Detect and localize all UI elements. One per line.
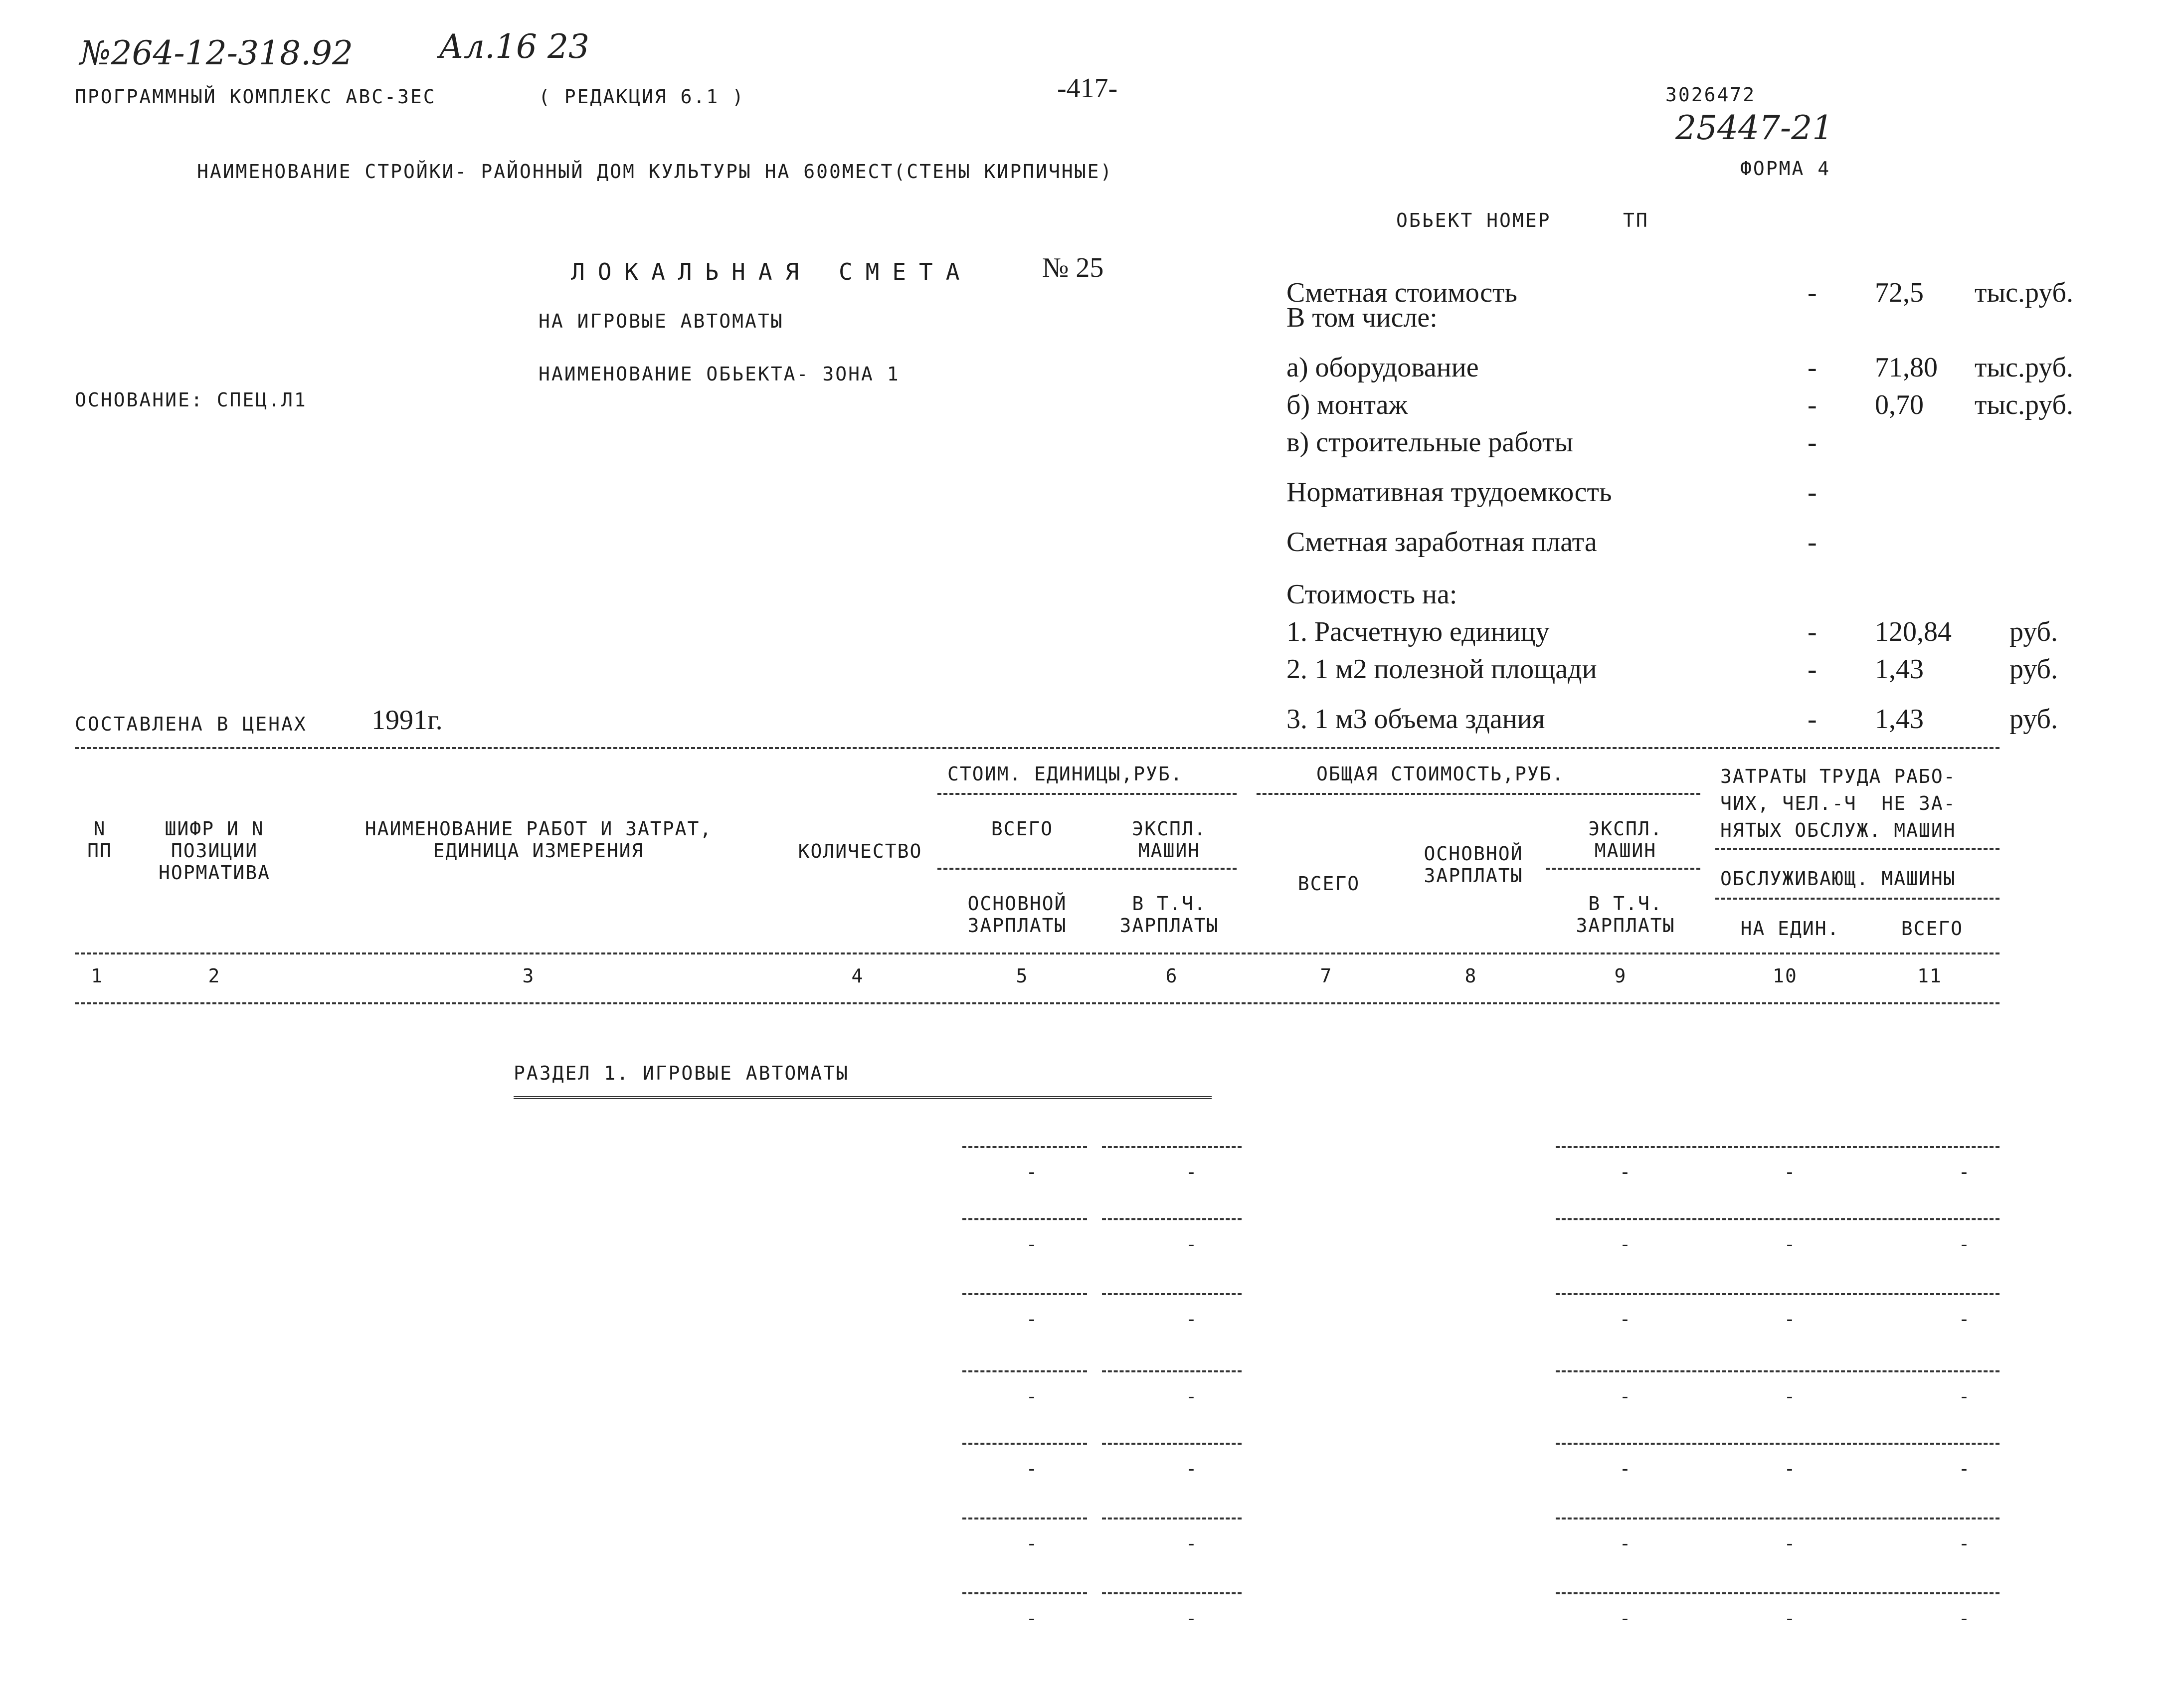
row-labor-all-dash: - <box>1958 1161 1971 1183</box>
row-salary-dash: - <box>1026 1607 1039 1629</box>
row-total-machine-salary-dash: - <box>1619 1607 1632 1629</box>
row-salary-dash: - <box>1026 1532 1039 1554</box>
summary-dash: - <box>1808 704 1817 735</box>
th-unit-salary: ОСНОВНОЙ ЗАРПЛАТЫ <box>967 893 1067 937</box>
row-total-machine-salary-dash: - <box>1619 1161 1632 1183</box>
th-labor-service: ОБСЛУЖИВАЮЩ. МАШИНЫ <box>1720 868 1956 890</box>
th-total-machines: ЭКСПЛ. МАШИН <box>1588 818 1663 862</box>
column-number: 5 <box>1016 965 1029 987</box>
rule-top <box>75 747 1999 749</box>
row-total-machine-salary-dash: - <box>1619 1385 1632 1407</box>
summary-unit: тыс.руб. <box>1975 389 2073 420</box>
column-number: 10 <box>1773 965 1798 987</box>
construction-name: НАИМЕНОВАНИЕ СТРОЙКИ- РАЙОННЫЙ ДОМ КУЛЬТУРЫ НА 600МЕСТ(СТЕНЫ КИРПИЧНЫЕ) <box>197 161 1113 183</box>
handwritten-doc-number: №264-12-318.92 <box>80 34 353 72</box>
row-total-machine-salary-dash: - <box>1619 1532 1632 1554</box>
column-number: 3 <box>522 965 535 987</box>
summary-dash: - <box>1808 427 1817 458</box>
column-number: 7 <box>1320 965 1333 987</box>
row-labor-all-dash: - <box>1958 1607 1971 1629</box>
row-labor-unit-dash: - <box>1784 1532 1797 1554</box>
summary-value: 120,84 <box>1875 616 1952 647</box>
section-title: РАЗДЕЛ 1. ИГРОВЫЕ АВТОМАТЫ <box>514 1062 849 1084</box>
row-price-rule <box>962 1370 1087 1372</box>
th-unit-total: ВСЕГО <box>991 818 1054 840</box>
summary-label: Сметная стоимость <box>1286 277 1517 308</box>
summary-dash: - <box>1808 352 1817 383</box>
object-label: ОБЬЕКТ НОМЕР <box>1396 209 1551 231</box>
summary-label: 1. Расчетную единицу <box>1286 616 1550 647</box>
rule-total-cost-2 <box>1546 868 1700 870</box>
row-labor-unit-dash: - <box>1784 1161 1797 1183</box>
rule-labor <box>1715 848 1999 850</box>
row-labor-rule <box>1556 1518 1999 1519</box>
rule-unit-cost <box>937 793 1237 795</box>
summary-value: 1,43 <box>1875 704 1924 735</box>
rule-numbers-bottom <box>75 1002 1999 1004</box>
object-value: ТП <box>1623 209 1649 231</box>
th-number: N ПП <box>87 818 112 862</box>
row-price-rule <box>962 1146 1087 1148</box>
handwritten-code: Ал.16 23 <box>439 27 589 66</box>
basis: ОСНОВАНИЕ: СПЕЦ.Л1 <box>75 389 307 411</box>
row-labor-unit-dash: - <box>1784 1607 1797 1629</box>
row-labor-unit-dash: - <box>1784 1308 1797 1330</box>
row-labor-unit-dash: - <box>1784 1385 1797 1407</box>
column-number: 4 <box>851 965 864 987</box>
row-salary-dash: - <box>1026 1458 1039 1480</box>
row-salary-dash: - <box>1026 1308 1039 1330</box>
row-machine-salary-dash: - <box>1185 1161 1198 1183</box>
row-price-rule <box>962 1218 1087 1220</box>
row-labor-unit-dash: - <box>1784 1233 1797 1255</box>
th-unit-cost: СТОИМ. ЕДИНИЦЫ,РУБ. <box>947 763 1183 785</box>
summary-value: 72,5 <box>1875 277 1924 308</box>
form-number: ФОРМА 4 <box>1740 158 1831 180</box>
summary-value: 71,80 <box>1875 352 1938 383</box>
row-labor-rule <box>1556 1592 1999 1594</box>
estimate-number: № 25 <box>1042 252 1104 283</box>
th-unit-machine-salary: В Т.Ч. ЗАРПЛАТЫ <box>1119 893 1219 937</box>
row-machine-rule <box>1102 1293 1242 1295</box>
column-number: 2 <box>208 965 221 987</box>
summary-label: 3. 1 м3 объема здания <box>1286 704 1545 735</box>
summary-dash: - <box>1808 389 1817 420</box>
summary-label: в) строительные работы <box>1286 427 1574 458</box>
price-year: 1991г. <box>371 705 443 736</box>
summary-dash: - <box>1808 477 1817 508</box>
row-machine-salary-dash: - <box>1185 1532 1198 1554</box>
column-number: 1 <box>91 965 104 987</box>
row-labor-rule <box>1556 1370 1999 1372</box>
summary-value: 0,70 <box>1875 389 1924 420</box>
price-basis: СОСТАВЛЕНА В ЦЕНАХ <box>75 713 307 735</box>
th-name: НАИМЕНОВАНИЕ РАБОТ И ЗАТРАТ, ЕДИНИЦА ИЗМЕРЕНИЯ <box>364 818 713 862</box>
summary-label: Нормативная трудоемкость <box>1286 477 1612 508</box>
row-labor-rule <box>1556 1218 1999 1220</box>
row-labor-rule <box>1556 1443 1999 1445</box>
row-machine-salary-dash: - <box>1185 1233 1198 1255</box>
row-machine-salary-dash: - <box>1185 1308 1198 1330</box>
row-total-machine-salary-dash: - <box>1619 1458 1632 1480</box>
summary-dash: - <box>1808 527 1817 558</box>
summary-unit: тыс.руб. <box>1975 352 2073 383</box>
th-total-machine-salary: В Т.Ч. ЗАРПЛАТЫ <box>1576 893 1675 937</box>
column-number: 11 <box>1917 965 1942 987</box>
row-total-machine-salary-dash: - <box>1619 1233 1632 1255</box>
rule-unit-cost-2 <box>937 868 1237 870</box>
summary-dash: - <box>1808 654 1817 685</box>
edition: ( РЕДАКЦИЯ 6.1 ) <box>539 86 745 108</box>
summary-value: 1,43 <box>1875 654 1924 685</box>
row-machine-salary-dash: - <box>1185 1458 1198 1480</box>
th-quantity: КОЛИЧЕСТВО <box>798 840 922 862</box>
estimate-heading: ЛОКАЛЬНАЯ СМЕТА <box>571 258 973 285</box>
row-machine-rule <box>1102 1592 1242 1594</box>
row-machine-rule <box>1102 1146 1242 1148</box>
column-number: 9 <box>1614 965 1627 987</box>
summary-label: В том числе: <box>1286 302 1438 333</box>
column-number: 8 <box>1464 965 1477 987</box>
row-salary-dash: - <box>1026 1233 1039 1255</box>
summary-label: б) монтаж <box>1286 389 1408 420</box>
row-labor-all-dash: - <box>1958 1233 1971 1255</box>
rule-header-bottom <box>75 952 1999 954</box>
row-total-machine-salary-dash: - <box>1619 1308 1632 1330</box>
row-machine-rule <box>1102 1370 1242 1372</box>
summary-unit: руб. <box>2009 616 2058 647</box>
row-machine-rule <box>1102 1518 1242 1519</box>
summary-dash: - <box>1808 277 1817 308</box>
row-labor-rule <box>1556 1293 1999 1295</box>
row-price-rule <box>962 1443 1087 1445</box>
program-name: ПРОГРАММНЫЙ КОМПЛЕКС АВС-ЗЕС <box>75 86 436 108</box>
th-code: ШИФР И N ПОЗИЦИИ НОРМАТИВА <box>159 818 270 884</box>
column-number: 6 <box>1165 965 1178 987</box>
summary-label: Стоимость на: <box>1286 579 1457 610</box>
section-underline <box>514 1096 1212 1099</box>
summary-label: Сметная заработная плата <box>1286 527 1597 558</box>
row-machine-rule <box>1102 1218 1242 1220</box>
row-labor-all-dash: - <box>1958 1385 1971 1407</box>
row-labor-rule <box>1556 1146 1999 1148</box>
th-all: ВСЕГО <box>1901 918 1964 940</box>
summary-unit: тыс.руб. <box>1975 277 2073 308</box>
th-labor: ЗАТРАТЫ ТРУДА РАБО- ЧИХ, ЧЕЛ.-Ч НЕ ЗА- НЯТЫХ ОБСЛУЖ. МАШИН <box>1720 765 1956 841</box>
summary-label: 2. 1 м2 полезной площади <box>1286 654 1597 685</box>
page-number: -417- <box>1057 73 1118 104</box>
summary-unit: руб. <box>2009 704 2058 735</box>
th-total: ВСЕГО <box>1297 873 1360 895</box>
row-labor-unit-dash: - <box>1784 1458 1797 1480</box>
row-labor-all-dash: - <box>1958 1458 1971 1480</box>
row-machine-salary-dash: - <box>1185 1607 1198 1629</box>
row-labor-all-dash: - <box>1958 1532 1971 1554</box>
handwritten-ref-number: 25447-21 <box>1675 109 1833 147</box>
row-machine-rule <box>1102 1443 1242 1445</box>
row-price-rule <box>962 1293 1087 1295</box>
th-total-cost: ОБЩАЯ СТОИМОСТЬ,РУБ. <box>1316 763 1565 785</box>
th-unit-machines: ЭКСПЛ. МАШИН <box>1132 818 1207 862</box>
rule-total-cost <box>1257 793 1700 795</box>
th-total-salary: ОСНОВНОЙ ЗАРПЛАТЫ <box>1424 843 1523 887</box>
rule-labor-2 <box>1715 898 1999 900</box>
summary-unit: руб. <box>2009 654 2058 685</box>
estimate-subject: НА ИГРОВЫЕ АВТОМАТЫ <box>539 310 784 332</box>
row-price-rule <box>962 1592 1087 1594</box>
summary-label: а) оборудование <box>1286 352 1479 383</box>
row-price-rule <box>962 1518 1087 1519</box>
doc-code: 3026472 <box>1665 84 1756 106</box>
row-labor-all-dash: - <box>1958 1308 1971 1330</box>
row-salary-dash: - <box>1026 1385 1039 1407</box>
th-per-unit: НА ЕДИН. <box>1740 918 1840 940</box>
object-name: НАИМЕНОВАНИЕ ОБЬЕКТА- ЗОНА 1 <box>539 363 900 385</box>
row-salary-dash: - <box>1026 1161 1039 1183</box>
row-machine-salary-dash: - <box>1185 1385 1198 1407</box>
summary-dash: - <box>1808 616 1817 647</box>
